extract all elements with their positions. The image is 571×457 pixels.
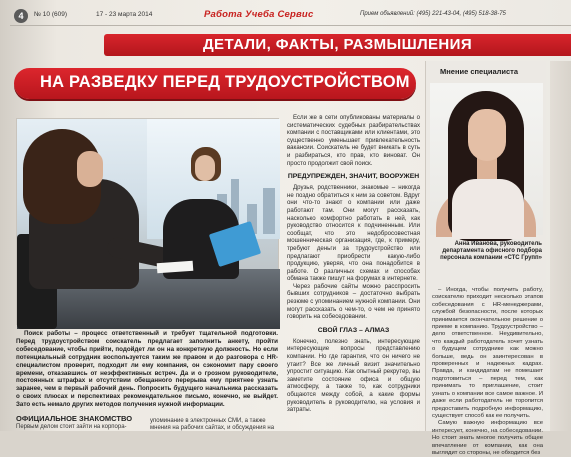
ads-contact: Прием объявлений: (495) 221-43-04, (495) 518-38-75	[360, 11, 506, 17]
photo-candidate-face	[77, 151, 103, 187]
mid-paragraph: Конечно, полезно знать, интересующие интересующие вопросы представлению компании. Но где гарантия, что он ничего не утаит? Все же личный визит значительно упростит ситуацию. Как опытный рекрутер, вы заметите состояние офиса и общую атмосферу, а также то, как сотрудники общаются между собой, а какие формы руководитель в руководителю, на условия и затраты.	[287, 337, 420, 414]
page-header	[0, 8, 571, 24]
specialist-box-title: Мнение специалиста	[440, 67, 518, 76]
intro-cut-text: Первым делом стоит зайти на корпора-	[16, 424, 127, 430]
brand-name: Работа Учеба Сервис	[204, 9, 314, 20]
subheading-own-eye: СВОЙ ГЛАЗ – АЛМАЗ	[317, 326, 390, 334]
issue-number: № 10 (609)	[34, 11, 67, 18]
headline-bar	[14, 68, 416, 99]
specialist-caption: Анна Иванова, руководитель департамента офисного подбора персонала компании «СТС Групп»	[440, 241, 542, 262]
photo-face	[468, 109, 506, 161]
mid-tail-text: упоминание в электронных СМИ, а также мнения на рабочих сайтах, и обсуждения на	[150, 418, 275, 432]
mid-paragraph: Друзья, родственники, знакомые – никогда не поздно обратиться к ним за советом. Вдруг они что-то знают о компании или даже работают там. Они могут рассказать, насколько комфортно работать в ней, как руководство относится к подчиненным. Или сообщат, что это недобросовестная мошенническая организация, где, к примеру, требуют деньги за трудоустройство или предлагают приобрести какую-либо продукцию, уверяя, что она понадобится в работе. О различных схемах и способах обмана также пишут на форумах в интернете.	[287, 184, 420, 283]
subheading-warned: ПРЕДУПРЕЖДЕН, ЗНАЧИТ, ВООРУЖЕН	[287, 173, 420, 181]
photo-top	[452, 179, 524, 239]
page-number: 4	[14, 9, 28, 23]
headline: НА РАЗВЕДКУ ПЕРЕД ТРУДОУСТРОЙСТВОМ	[40, 73, 410, 91]
photo-building	[263, 188, 275, 234]
specialist-paragraph: Самую важную информацию все интересует, конечно, на собеседовании. Но стоит знать многое получить общее впечатление от компании, как она выглядит со стороны, не обходится без	[432, 420, 543, 456]
intro-paragraph: Поиск работы – процесс ответственный и требует тщательной подготовки. Перед трудоустройством соискатель предлагает заполнить анкету, пройти собеседование, чтобы прийти, подойдет ли он на конкретную должность. Но если потенциальный сотрудник воспользуется таким же правом и до разговора с HR-специалистом проверит, подходит ли ему компания, он сэкономит пару своего времени, отказавшись от неэффективных встреч. Да и о грозном руководителе, постоянных штрафах и отсутствии обещанного перерыва ему приятнее узнать заранее, чем в первый рабочий день. Попросить будущего начальника рассказать о своих плюсах и перспективах рекомендательное письмо, конечно, не выйдет. Зато есть немало других методов получения нужной информации.	[16, 330, 278, 409]
issue-date: 17 - 23 марта 2014	[96, 11, 153, 18]
specialist-paragraph: – Иногда, чтобы получить работу, соискателю приходит несколько этапов собеседования с HR-менеджерами, службой безопасности, после которых принимается окончательное решение о приеме в компанию. Трудоустройство – дело ответственное. Неудивительно, что каждый работодатель хочет узнать о будущем сотруднике как можно больше, ведь он заинтересован в проверенных и надежных кадрах. Правда, и кандидатам не помешает подготовиться – перед тем, как принимать то приглашение, стоит узнать о компании все самое важное. И даже если работодатель не торопится предоставить подробную информацию, существует способ как ее получить.	[432, 287, 543, 419]
mid-paragraph: Через рабочие сайты можно расспросить бывших сотрудников – достаточно выбрать резюме с упоминанием нужной компании. Они могут рассказать о чем-то, о чем не принято говорить на собеседовании.	[287, 282, 420, 321]
mid-paragraph: Если же в сети опубликованы материалы о систематических судебных разбирательствах компании с поставщиками или клиентами, это существенно уменьшает привлекательность вакансии. Соискатель не будет вникать в суть и разбираться, кто прав, кто виноват. Он просто продолжит свой поиск.	[287, 114, 420, 167]
interview-photo	[16, 118, 279, 325]
article-intro	[16, 330, 278, 409]
section-banner: ДЕТАЛИ, ФАКТЫ, РАЗМЫШЛЕНИЯ	[104, 34, 571, 56]
subheading-official: ОФИЦИАЛЬНОЕ ЗНАКОМСТВО	[16, 414, 133, 423]
specialist-photo	[430, 83, 543, 235]
photo-interviewer-face	[195, 155, 215, 181]
article-middle-column	[287, 114, 420, 414]
specialist-box	[425, 61, 546, 456]
adjacent-page-edge	[550, 61, 571, 431]
header-divider	[10, 25, 571, 26]
specialist-text	[432, 287, 543, 457]
